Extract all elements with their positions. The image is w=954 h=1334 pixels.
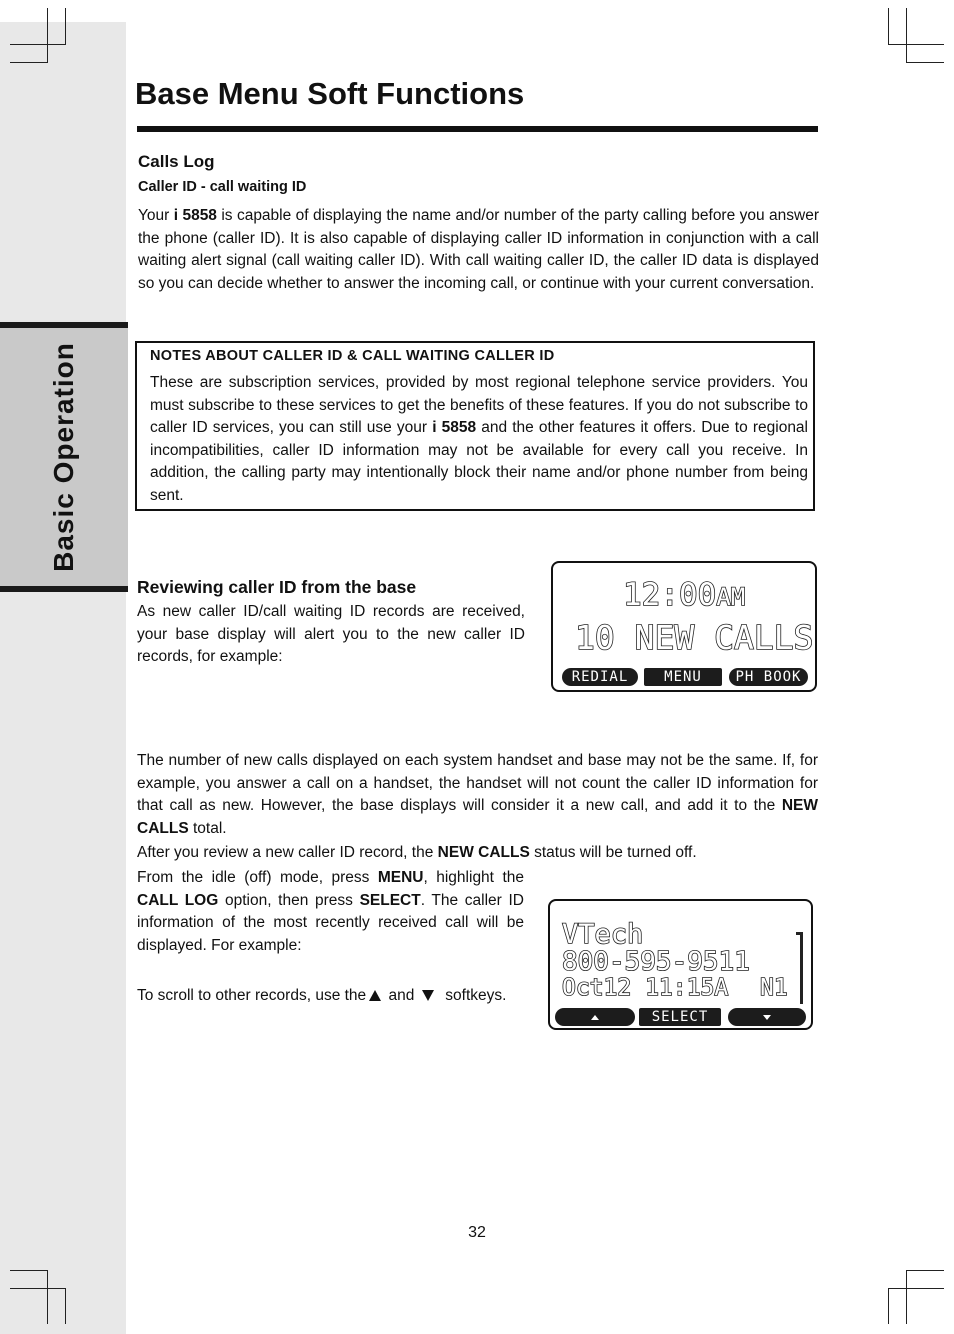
- scroll-down-softkey[interactable]: [728, 1008, 806, 1026]
- caller-id-display: [548, 899, 813, 1030]
- lcd-caller-number: 800-595-9511: [562, 947, 750, 977]
- after-review-paragraph: After you review a new caller ID record, the NEW CALLS status will be turned off.: [137, 844, 697, 861]
- lcd-new-calls-message: 10 NEW CALLS: [575, 618, 814, 657]
- down-arrow-icon: [422, 990, 434, 1001]
- reviewing-heading: Reviewing caller ID from the base: [137, 577, 417, 597]
- lcd-call-date-time: Oct12 11:15A: [562, 975, 729, 1001]
- lcd-caller-name: VTech: [562, 919, 644, 950]
- up-arrow-icon: [369, 990, 381, 1001]
- page-title: Base Menu Soft Functions: [135, 76, 525, 111]
- phone-book-softkey[interactable]: PH BOOK: [729, 668, 808, 686]
- menu-softkey[interactable]: MENU: [644, 668, 722, 686]
- new-calls-paragraph: The number of new calls displayed on each system handset and base may not be the same. If, for example, you answer a call on a handset, the handset will not count the caller ID information for that call as new. However, the base displays will consider it a new call, and add it to the NEW CALLS total.: [137, 752, 818, 837]
- page-number: 32: [468, 1224, 486, 1241]
- lcd-record-number: N1: [760, 975, 788, 1001]
- page-margin-sidebar: [0, 22, 126, 1334]
- scroll-paragraph: To scroll to other records, use the and softkeys.: [137, 987, 507, 1004]
- up-arrow-icon: [591, 1015, 599, 1020]
- section-tab: [0, 322, 128, 592]
- notes-heading: NOTES ABOUT CALLER ID & CALL WAITING CALLER ID: [150, 348, 555, 364]
- down-arrow-icon: [763, 1015, 771, 1020]
- select-softkey[interactable]: SELECT: [639, 1008, 721, 1026]
- calls-log-heading: Calls Log: [138, 152, 215, 171]
- reviewing-text: As new caller ID/call waiting ID records are received, your base display will alert you to the new caller ID records, for example:: [137, 603, 525, 665]
- redial-softkey[interactable]: REDIAL: [562, 668, 638, 686]
- scroll-indicator: [800, 932, 803, 1004]
- calls-log-intro: Your i 5858 is capable of displaying the name and/or number of the party calling before you answer the phone (caller ID). It is also capable of displaying caller ID information in conjunction with a call waiting alert signal (call waiting caller ID). With call waiting caller ID, the caller ID data is displayed so you can decide whether to answer the incoming call, or continue with your current conversation.: [138, 207, 819, 292]
- base-display-new-calls: [551, 561, 817, 692]
- notes-box: [135, 341, 815, 511]
- caller-id-subheading: Caller ID - call waiting ID: [138, 179, 307, 195]
- idle-mode-paragraph: From the idle (off) mode, press MENU, highlight the CALL LOG option, then press SELECT. The caller ID information of the most recently received call will be displayed. For example:: [137, 869, 524, 954]
- title-rule: [137, 126, 818, 132]
- scroll-up-softkey[interactable]: [555, 1008, 635, 1026]
- lcd-time: 12:00AM: [623, 577, 746, 613]
- notes-text: These are subscription services, provided by most regional telephone service providers. You must subscribe to these services to get the benefits of these features. If you do not subscribe to caller ID services, you can still use your i 5858 and the other features it offers. Due to regional incompatibilities, caller ID information may not be available for every call you receive. In addition, the calling party may intentionally block their name and/or phone number from being sent.: [150, 374, 808, 504]
- section-tab-label: Basic Operation: [48, 342, 79, 572]
